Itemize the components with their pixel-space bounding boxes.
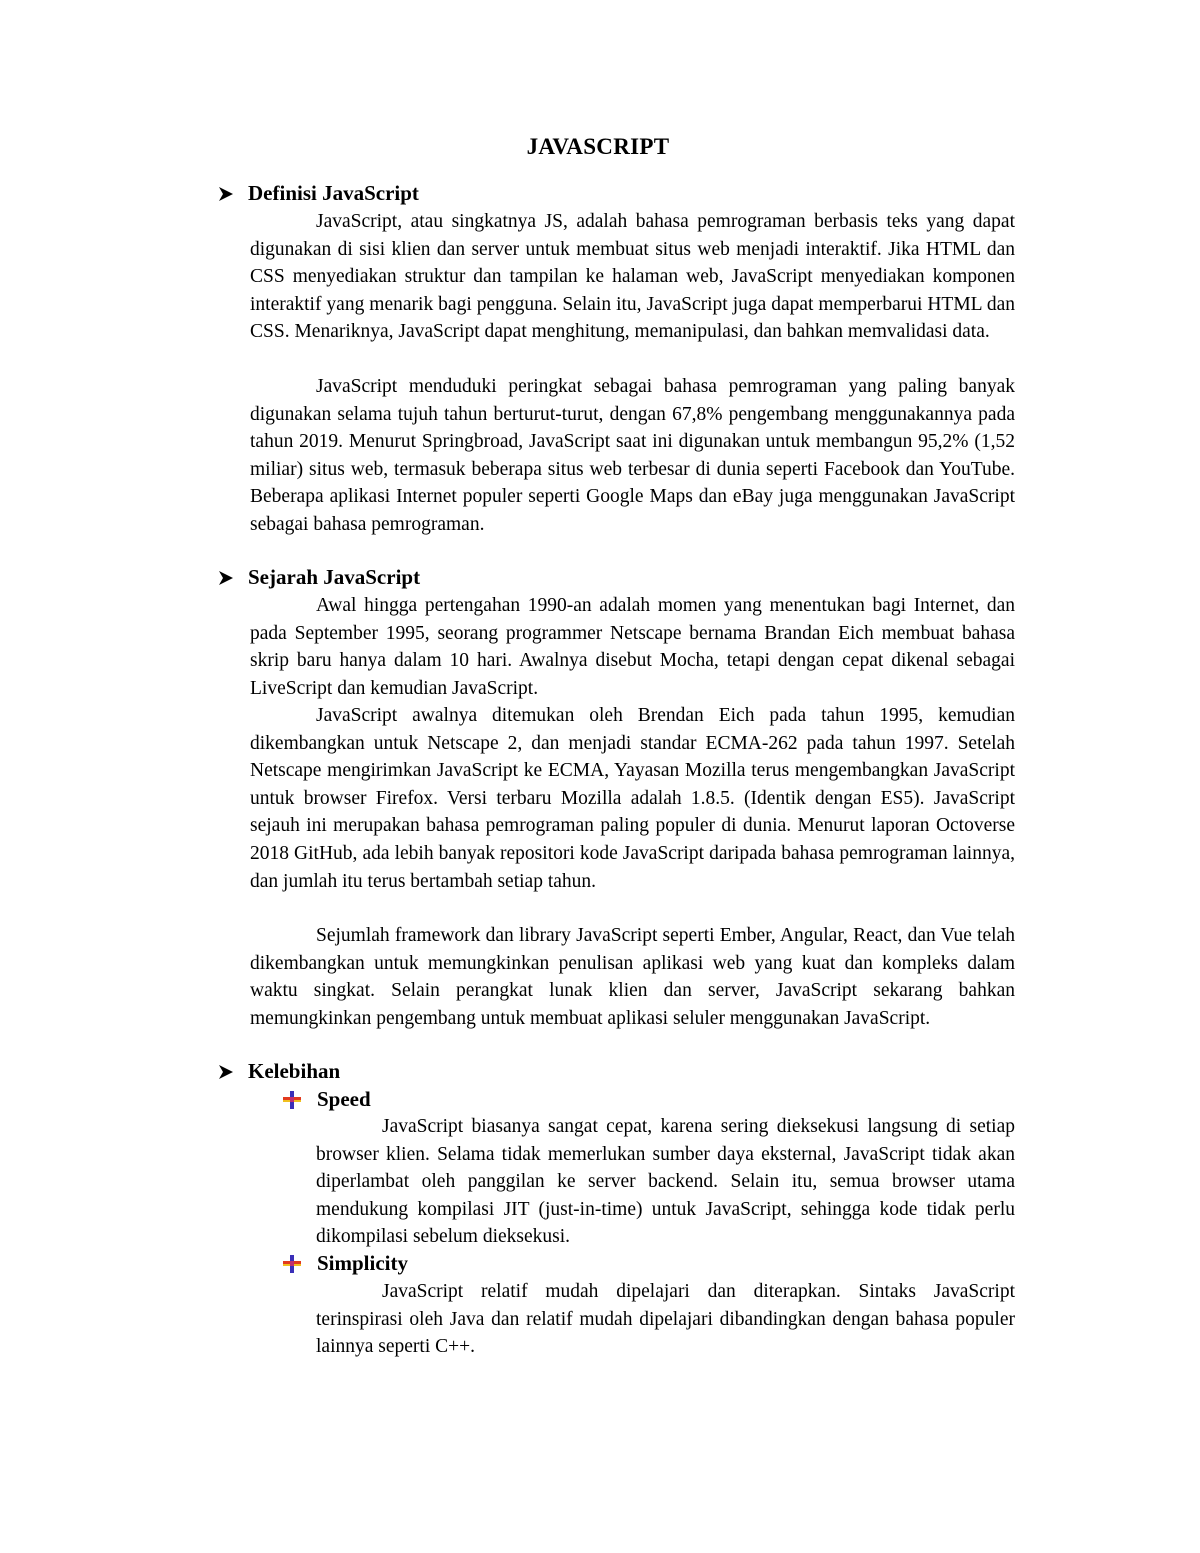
plus-bullet-icon (281, 1253, 303, 1275)
paragraph: JavaScript biasanya sangat cepat, karena sering dieksekusi langsung di setiap browser klien. Selama tidak memerlukan sumber daya eksternal, JavaScript tidak akan diperlambat oleh panggilan ke server backend. Selain itu, semua browser utama mendukung kompilasi JIT (just-in-time) untuk JavaScript, sehingga kode tidak perlu dikompilasi sebelum dieksekusi. (316, 1116, 1015, 1248)
paragraph: JavaScript, atau singkatnya JS, adalah bahasa pemrograman berbasis teks yang dapat digunakan di sisi klien dan server untuk membuat situs web menjadi interaktif. Jika HTML dan CSS menyediakan struktur dan tampilan ke halaman web, JavaScript menyediakan komponen interaktif yang menarik bagi pengguna. Selain itu, JavaScript juga dapat memperbarui HTML dan CSS. Menariknya, JavaScript dapat menghitung, memanipulasi, dan bahkan memvalidasi data. (250, 211, 1015, 343)
page-title: JAVASCRIPT (526, 134, 670, 159)
paragraph: Awal hingga pertengahan 1990-an adalah momen yang menentukan bagi Internet, dan pada September 1995, seorang programmer Netscape bernama Brandan Eich membuat bahasa skrip baru hanya dalam 10 hari. Awalnya disebut Mocha, tetapi dengan cepat dikenal sebagai LiveScript dan kemudian JavaScript. (250, 595, 1015, 699)
subheading-speed (281, 1086, 371, 1113)
plus-bullet-icon (281, 1089, 303, 1111)
subheading-text: Speed (317, 1087, 371, 1111)
arrow-bullet-icon (218, 570, 234, 586)
arrow-bullet-icon (218, 1064, 234, 1080)
paragraph: JavaScript awalnya ditemukan oleh Brendan Eich pada tahun 1995, kemudian dikembangkan untuk Netscape 2, dan menjadi standar ECMA-262 pada tahun 1997. Setelah Netscape mengirimkan JavaScript ke ECMA, Yayasan Mozilla terus mengembangkan JavaScript untuk browser Firefox. Versi terbaru Mozilla adalah 1.8.5. (Identik dengan ES5). JavaScript sejauh ini merupakan bahasa pemrograman paling populer di dunia. Menurut laporan Octoverse 2018 GitHub, ada lebih banyak repositori kode JavaScript daripada bahasa pemrograman lainnya, dan jumlah itu terus bertambah setiap tahun. (250, 705, 1015, 892)
paragraph: Sejumlah framework dan library JavaScript seperti Ember, Angular, React, dan Vue telah dikembangkan untuk memungkinkan penulisan aplikasi web yang kuat dan kompleks dalam waktu singkat. Selain perangkat lunak klien dan server, JavaScript sekarang bahkan memungkinkan pengembang untuk membuat aplikasi seluler menggunakan JavaScript. (250, 925, 1015, 1029)
arrow-bullet-icon (218, 186, 234, 202)
paragraph: JavaScript relatif mudah dipelajari dan diterapkan. Sintaks JavaScript terinspirasi oleh Java dan relatif mudah dipelajari dibandingkan dengan bahasa populer lainnya seperti C++. (316, 1281, 1015, 1358)
subheading-simplicity (281, 1250, 408, 1277)
subheading-text: Simplicity (317, 1251, 409, 1275)
section-heading-text: Kelebihan (248, 1059, 341, 1083)
section-heading-sejarah (218, 564, 420, 591)
section-heading-definisi (218, 180, 419, 207)
section-heading-text: Definisi JavaScript (248, 181, 419, 205)
paragraph: JavaScript menduduki peringkat sebagai bahasa pemrograman yang paling banyak digunakan selama tujuh tahun berturut-turut, dengan 67,8% pengembang menggunakannya pada tahun 2019. Menurut Springbroad, JavaScript saat ini digunakan untuk membangun 95,2% (1,52 miliar) situs web, termasuk beberapa situs web terbesar di dunia seperti Facebook dan YouTube. Beberapa aplikasi Internet populer seperti Google Maps dan eBay juga menggunakan JavaScript sebagai bahasa pemrograman. (250, 376, 1015, 535)
section-heading-text: Sejarah JavaScript (248, 565, 421, 589)
section-heading-kelebihan (218, 1058, 340, 1085)
